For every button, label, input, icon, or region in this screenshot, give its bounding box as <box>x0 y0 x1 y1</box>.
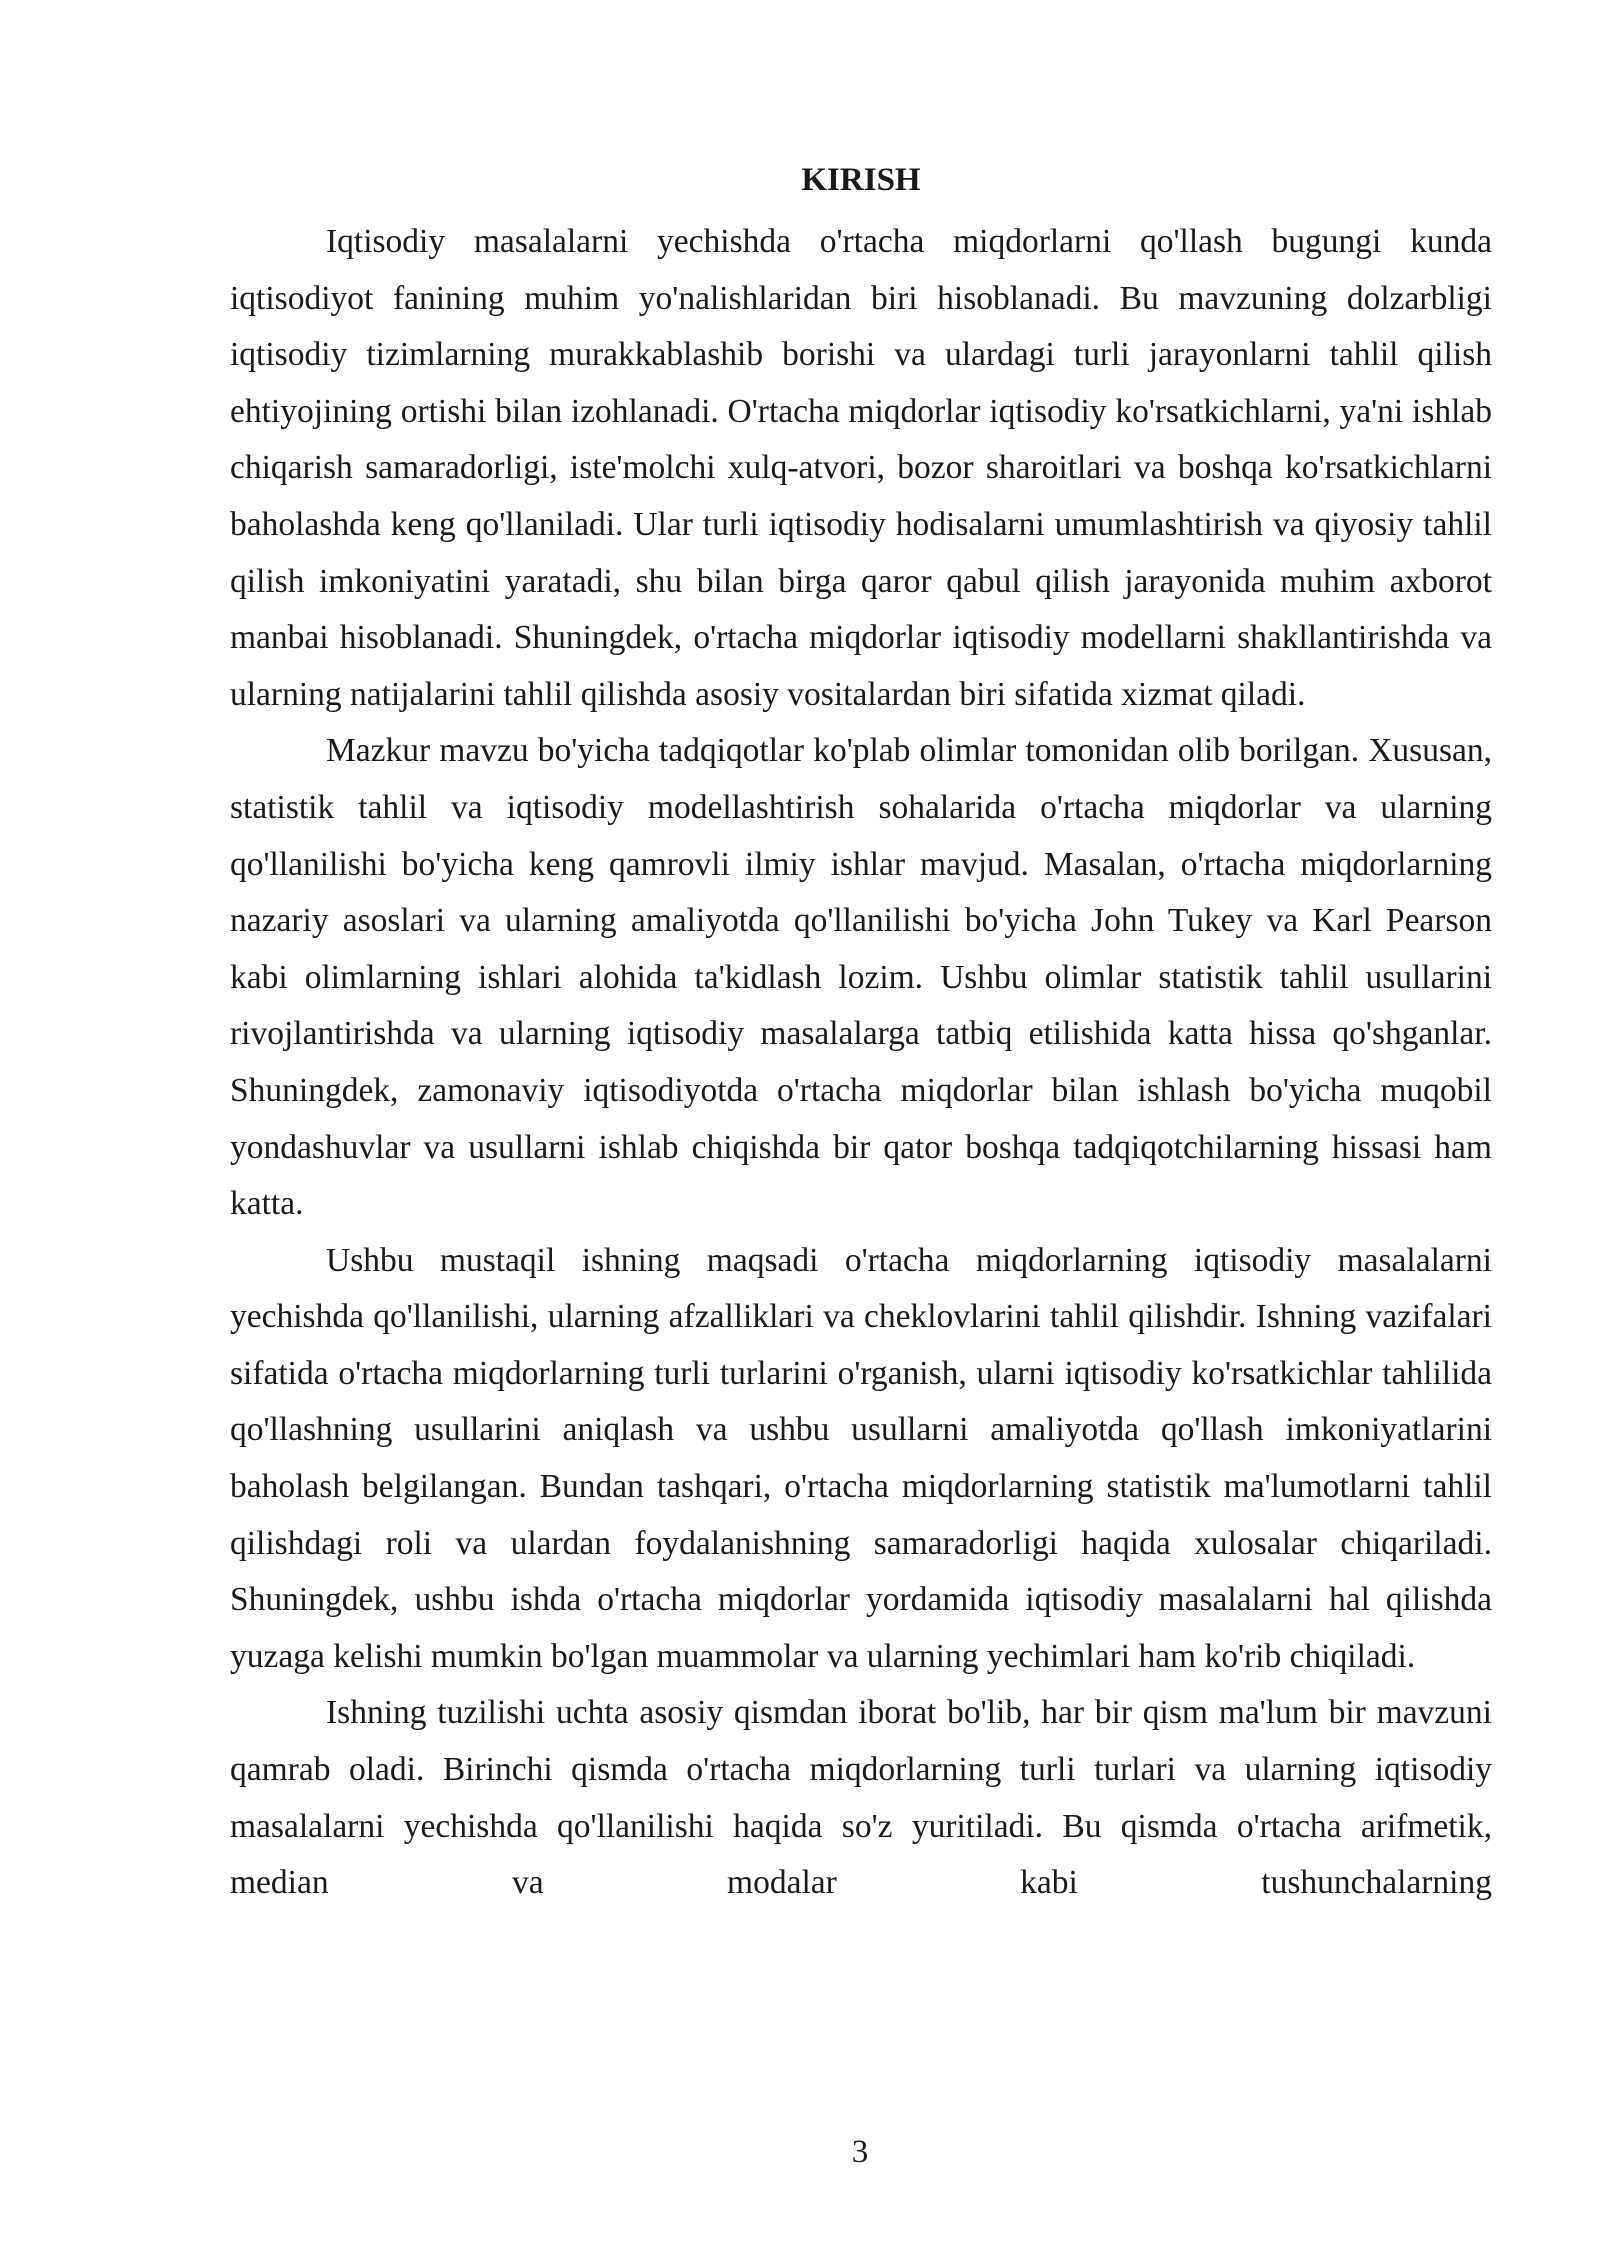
paragraph-research: Mazkur mavzu bo'yicha tadqiqotlar ko'plab olimlar tomonidan olib borilgan. Xususan, statistik tahlil va iqtisodiy modellashtirish sohalarida o'rtacha miqdorlar va ularning qo'llanilishi bo'yicha keng qamrovli ilmiy ishlar mavjud. Masalan, o'rtacha miqdorlarning nazariy asoslari va ularning amaliyotda qo'llanilishi bo'yicha John Tukey va Karl Pearson kabi olimlarning ishlari alohida ta'kidlash lozim. Ushbu olimlar statistik tahlil usullarini rivojlantirishda va ularning iqtisodiy masalalarga tatbiq etilishida katta hissa qo'shganlar. Shuningdek, zamonaviy iqtisodiyotda o'rtacha miqdorlar bilan ishlash bo'yicha muqobil yondashuvlar va usullarni ishlab chiqishda bir qator boshqa tadqiqotchilarning hissasi ham katta. <box>230 732 1492 1223</box>
paragraph-structure: Ishning tuzilishi uchta asosiy qismdan iborat bo'lib, har bir qism ma'lum bir mavzuni qamrab oladi. Birinchi qismda o'rtacha miqdorlarning turli turlari va ularning iqtisodiy masalalarni yechishda qo'llanilishi haqida so'z yuritiladi. Bu qismda o'rtacha arifmetik, median va modalar kabi tushunchalarning <box>230 1694 1492 1902</box>
section-title: KIRISH <box>801 162 921 198</box>
page-number: 3 <box>851 2134 869 2170</box>
document-page <box>230 160 1492 1912</box>
paragraph-intro: Iqtisodiy masalalarni yechishda o'rtacha miqdorlarni qo'llash bugungi kunda iqtisodiyot fanining muhim yo'nalishlaridan biri hisoblanadi. Bu mavzuning dolzarbligi iqtisodiy tizimlarning murakkablashib borishi va ulardagi turli jarayonlarni tahlil qilish ehtiyojining ortishi bilan izohlanadi. O'rtacha miqdorlar iqtisodiy ko'rsatkichlarni, ya'ni ishlab chiqarish samaradorligi, iste'molchi xulq-atvori, bozor sharoitlari va boshqa ko'rsatkichlarni baholashda keng qo'llaniladi. Ular turli iqtisodiy hodisalarni umumlashtirish va qiyosiy tahlil qilish imkoniyatini yaratadi, shu bilan birga qaror qabul qilish jarayonida muhim axborot manbai hisoblanadi. Shuningdek, o'rtacha miqdorlar iqtisodiy modellarni shakllantirishda va ularning natijalarini tahlil qilishda asosiy vositalardan biri sifatida xizmat qiladi. <box>230 223 1492 713</box>
paragraph-goals: Ushbu mustaqil ishning maqsadi o'rtacha miqdorlarning iqtisodiy masalalarni yechishda qo'llanilishi, ularning afzalliklari va cheklovlarini tahlil qilishdir. Ishning vazifalari sifatida o'rtacha miqdorlarning turli turlarini o'rganish, ularni iqtisodiy ko'rsatkichlar tahlilida qo'llashning usullarini aniqlash va ushbu usullarni amaliyotda qo'llash imkoniyatlarini baholash belgilangan. Bundan tashqari, o'rtacha miqdorlarning statistik ma'lumotlarni tahlil qilishdagi roli va ulardan foydalanishning samaradorligi haqida xulosalar chiqariladi. Shuningdek, ushbu ishda o'rtacha miqdorlar yordamida iqtisodiy masalalarni hal qilishda yuzaga kelishi mumkin bo'lgan muammolar va ularning yechimlari ham ko'rib chiqiladi. <box>230 1241 1492 1675</box>
